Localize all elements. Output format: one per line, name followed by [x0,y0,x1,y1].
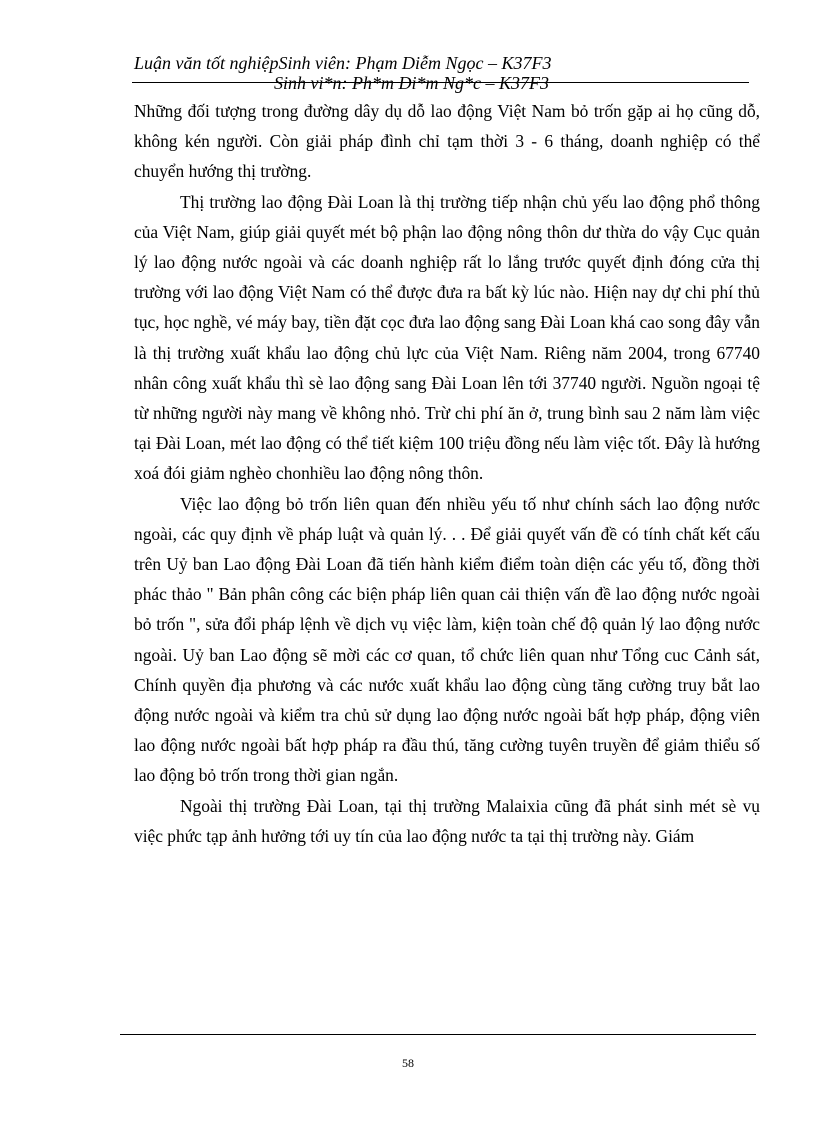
paragraph: Việc lao động bỏ trốn liên quan đến nhiều yếu tố như chính sách lao động nước ngoài, các quy định về pháp luật và quản lý. . . Để giải quyết vấn đề có tính chất kết cấu trên Uỷ ban Lao động Đài Loan đã tiến hành kiểm điểm toàn diện các yếu tố, đồng thời phác thảo " Bản phân công các biện pháp liên quan cải thiện vấn đề lao động nước ngoài bỏ trốn ", sửa đổi pháp lệnh về dịch vụ việc làm, kiện toàn chế độ quản lý lao động nước ngoài. Uỷ ban Lao động sẽ mời các cơ quan, tổ chức liên quan như Tổng cuc Cảnh sát, Chính quyền địa phương và các nước xuất khẩu lao động cùng tăng cường truy bắt lao động nước ngoài và kiểm tra chủ sử dụng lao động nước ngoài bất hợp pháp, động viên lao động nước ngoài bất hợp pháp ra đầu thú, tăng cường tuyên truyền để giảm thiểu số lao động bỏ trốn trong thời gian ngắn. [134,493,760,786]
paragraph: Thị trường lao động Đài Loan là thị trường tiếp nhận chủ yếu lao động phổ thông của Việt Nam, giúp giải quyết mét bộ phận lao động nông thôn dư thừa do vậy Cục quản lý lao động nước ngoài và các doanh nghiệp rất lo lắng trước quyết định đóng cửa thị trường với lao động Việt Nam có thể được đưa ra bất kỳ lúc nào. Hiện nay dự chi phí thủ tục, học nghề, vé máy bay, tiền đặt cọc đưa lao động sang Đài Loan khá cao song đây vẫn là thị trường xuất khẩu lao động chủ lực của Việt Nam. Riêng năm 2004, trong 67740 nhân công xuất khẩu thì sè lao động sang Đài Loan lên tới 37740 người. Nguồn ngoại tệ từ những người này mang về không nhỏ. Trừ chi phí ăn ở, trung bình sau 2 năm làm việc tại Đài Loan, mét lao động có thể tiết kiệm 100 triệu đồng nếu làm việc tốt. Đây là hướng xoá đói giảm nghèo chonhiều lao động nông thôn. [134,191,760,484]
document-body [134,96,760,851]
paragraph: Ngoài thị trường Đài Loan, tại thị trường Malaixia cũng đã phát sinh mét sè vụ việc phức tạp ảnh hưởng tới uy tín của lao động nước ta tại thị trường này. Giám [134,795,760,846]
footer-divider [120,1034,756,1035]
header-title-garbled: Sinh vi*n: Ph*m Di*m Ng*c – K37F3 [274,73,549,93]
header-title: Luận văn tốt nghiệpSinh viên: Phạm Diễm Ngọc – K37F3 [134,53,552,73]
page-number: 58 [402,1056,414,1070]
header-divider [132,82,749,83]
page-header [134,52,754,93]
paragraph: Những đối tượng trong đường dây dụ dỗ lao động Việt Nam bỏ trốn gặp ai họ cũng dỗ, không kén người. Còn giải pháp đình chỉ tạm thời 3 - 6 tháng, doanh nghiệp có thể chuyển hướng thị trường. [134,101,760,182]
